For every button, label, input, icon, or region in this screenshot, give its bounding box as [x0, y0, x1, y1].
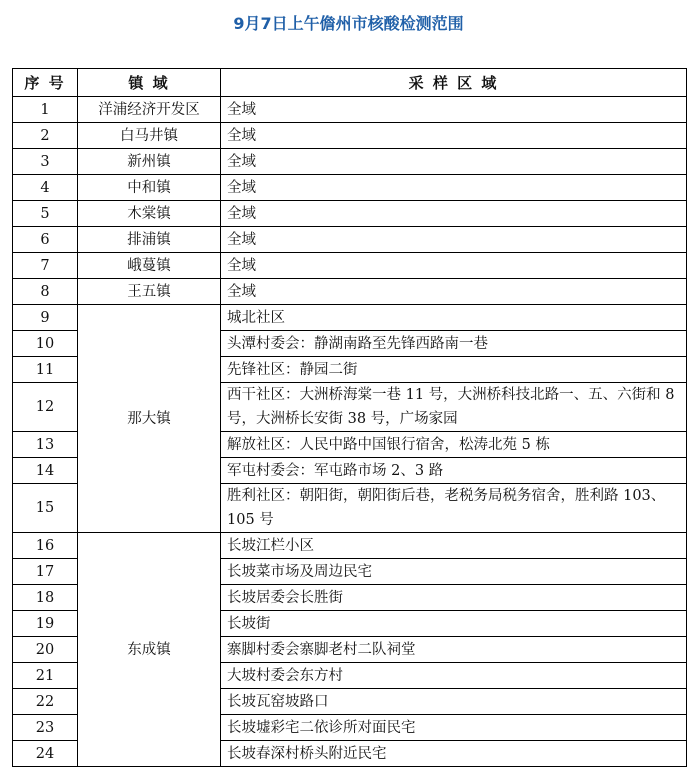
row-area: 全域 — [221, 227, 687, 253]
row-number: 23 — [13, 715, 78, 741]
row-area: 长坡街 — [221, 611, 687, 637]
row-area: 全域 — [221, 253, 687, 279]
table-row — [13, 201, 687, 227]
row-area: 全域 — [221, 97, 687, 123]
column-header-number: 序 号 — [13, 69, 78, 97]
row-number: 13 — [13, 432, 78, 458]
row-number: 24 — [13, 741, 78, 767]
row-number: 22 — [13, 689, 78, 715]
row-number: 11 — [13, 357, 78, 383]
sampling-scope-table — [12, 68, 687, 767]
row-number: 12 — [13, 383, 78, 432]
table-row — [13, 175, 687, 201]
row-area: 解放社区：人民中路中国银行宿舍，松涛北苑 5 栋 — [221, 432, 687, 458]
table-row — [13, 279, 687, 305]
row-town: 王五镇 — [78, 279, 221, 305]
row-number: 5 — [13, 201, 78, 227]
table-row — [13, 149, 687, 175]
row-area: 先锋社区：静园二街 — [221, 357, 687, 383]
row-town: 中和镇 — [78, 175, 221, 201]
row-area: 长坡菜市场及周边民宅 — [221, 559, 687, 585]
row-area: 城北社区 — [221, 305, 687, 331]
row-number: 9 — [13, 305, 78, 331]
table-row — [13, 123, 687, 149]
row-area: 大坡村委会东方村 — [221, 663, 687, 689]
row-number: 21 — [13, 663, 78, 689]
row-town: 峨蔓镇 — [78, 253, 221, 279]
row-area: 长坡春深村桥头附近民宅 — [221, 741, 687, 767]
table-row — [13, 227, 687, 253]
row-number: 18 — [13, 585, 78, 611]
table-row — [13, 253, 687, 279]
row-number: 3 — [13, 149, 78, 175]
row-town: 洋浦经济开发区 — [78, 97, 221, 123]
row-number: 1 — [13, 97, 78, 123]
table-row — [13, 97, 687, 123]
row-area: 全域 — [221, 123, 687, 149]
row-town: 排浦镇 — [78, 227, 221, 253]
column-header-town: 镇 域 — [78, 69, 221, 97]
row-town-merged: 那大镇 — [78, 305, 221, 533]
row-town-merged: 东成镇 — [78, 533, 221, 767]
row-town: 木棠镇 — [78, 201, 221, 227]
row-area: 长坡居委会长胜街 — [221, 585, 687, 611]
page-bottom-edge — [0, 771, 697, 777]
row-number: 17 — [13, 559, 78, 585]
row-number: 20 — [13, 637, 78, 663]
row-area: 寨脚村委会寨脚老村二队祠堂 — [221, 637, 687, 663]
row-area: 全域 — [221, 149, 687, 175]
row-number: 7 — [13, 253, 78, 279]
row-area: 长坡江栏小区 — [221, 533, 687, 559]
row-town: 白马井镇 — [78, 123, 221, 149]
row-area: 全域 — [221, 175, 687, 201]
row-area: 长坡墟彩宅二依诊所对面民宅 — [221, 715, 687, 741]
row-number: 6 — [13, 227, 78, 253]
row-number: 16 — [13, 533, 78, 559]
row-area: 全域 — [221, 279, 687, 305]
row-number: 14 — [13, 458, 78, 484]
table-header-row — [13, 69, 687, 97]
row-town: 新州镇 — [78, 149, 221, 175]
row-number: 4 — [13, 175, 78, 201]
row-area: 军屯村委会：军屯路市场 2、3 路 — [221, 458, 687, 484]
page-title: 9月7日上午儋州市核酸检测范围 — [233, 14, 464, 33]
column-header-area: 采 样 区 域 — [221, 69, 687, 97]
row-number: 2 — [13, 123, 78, 149]
row-number: 8 — [13, 279, 78, 305]
row-area: 全域 — [221, 201, 687, 227]
row-number: 19 — [13, 611, 78, 637]
row-number: 10 — [13, 331, 78, 357]
row-area: 胜利社区：朝阳街，朝阳街后巷，老税务局税务宿舍，胜利路 103、105 号 — [221, 484, 687, 533]
table-row — [13, 533, 687, 559]
row-area: 长坡瓦窑坡路口 — [221, 689, 687, 715]
row-area: 西干社区：大洲桥海棠一巷 11 号，大洲桥科技北路一、五、六街和 8 号，大洲桥长安街 38 号，广场家园 — [221, 383, 687, 432]
row-number: 15 — [13, 484, 78, 533]
table-row — [13, 305, 687, 331]
row-area: 头潭村委会：静湖南路至先锋西路南一巷 — [221, 331, 687, 357]
